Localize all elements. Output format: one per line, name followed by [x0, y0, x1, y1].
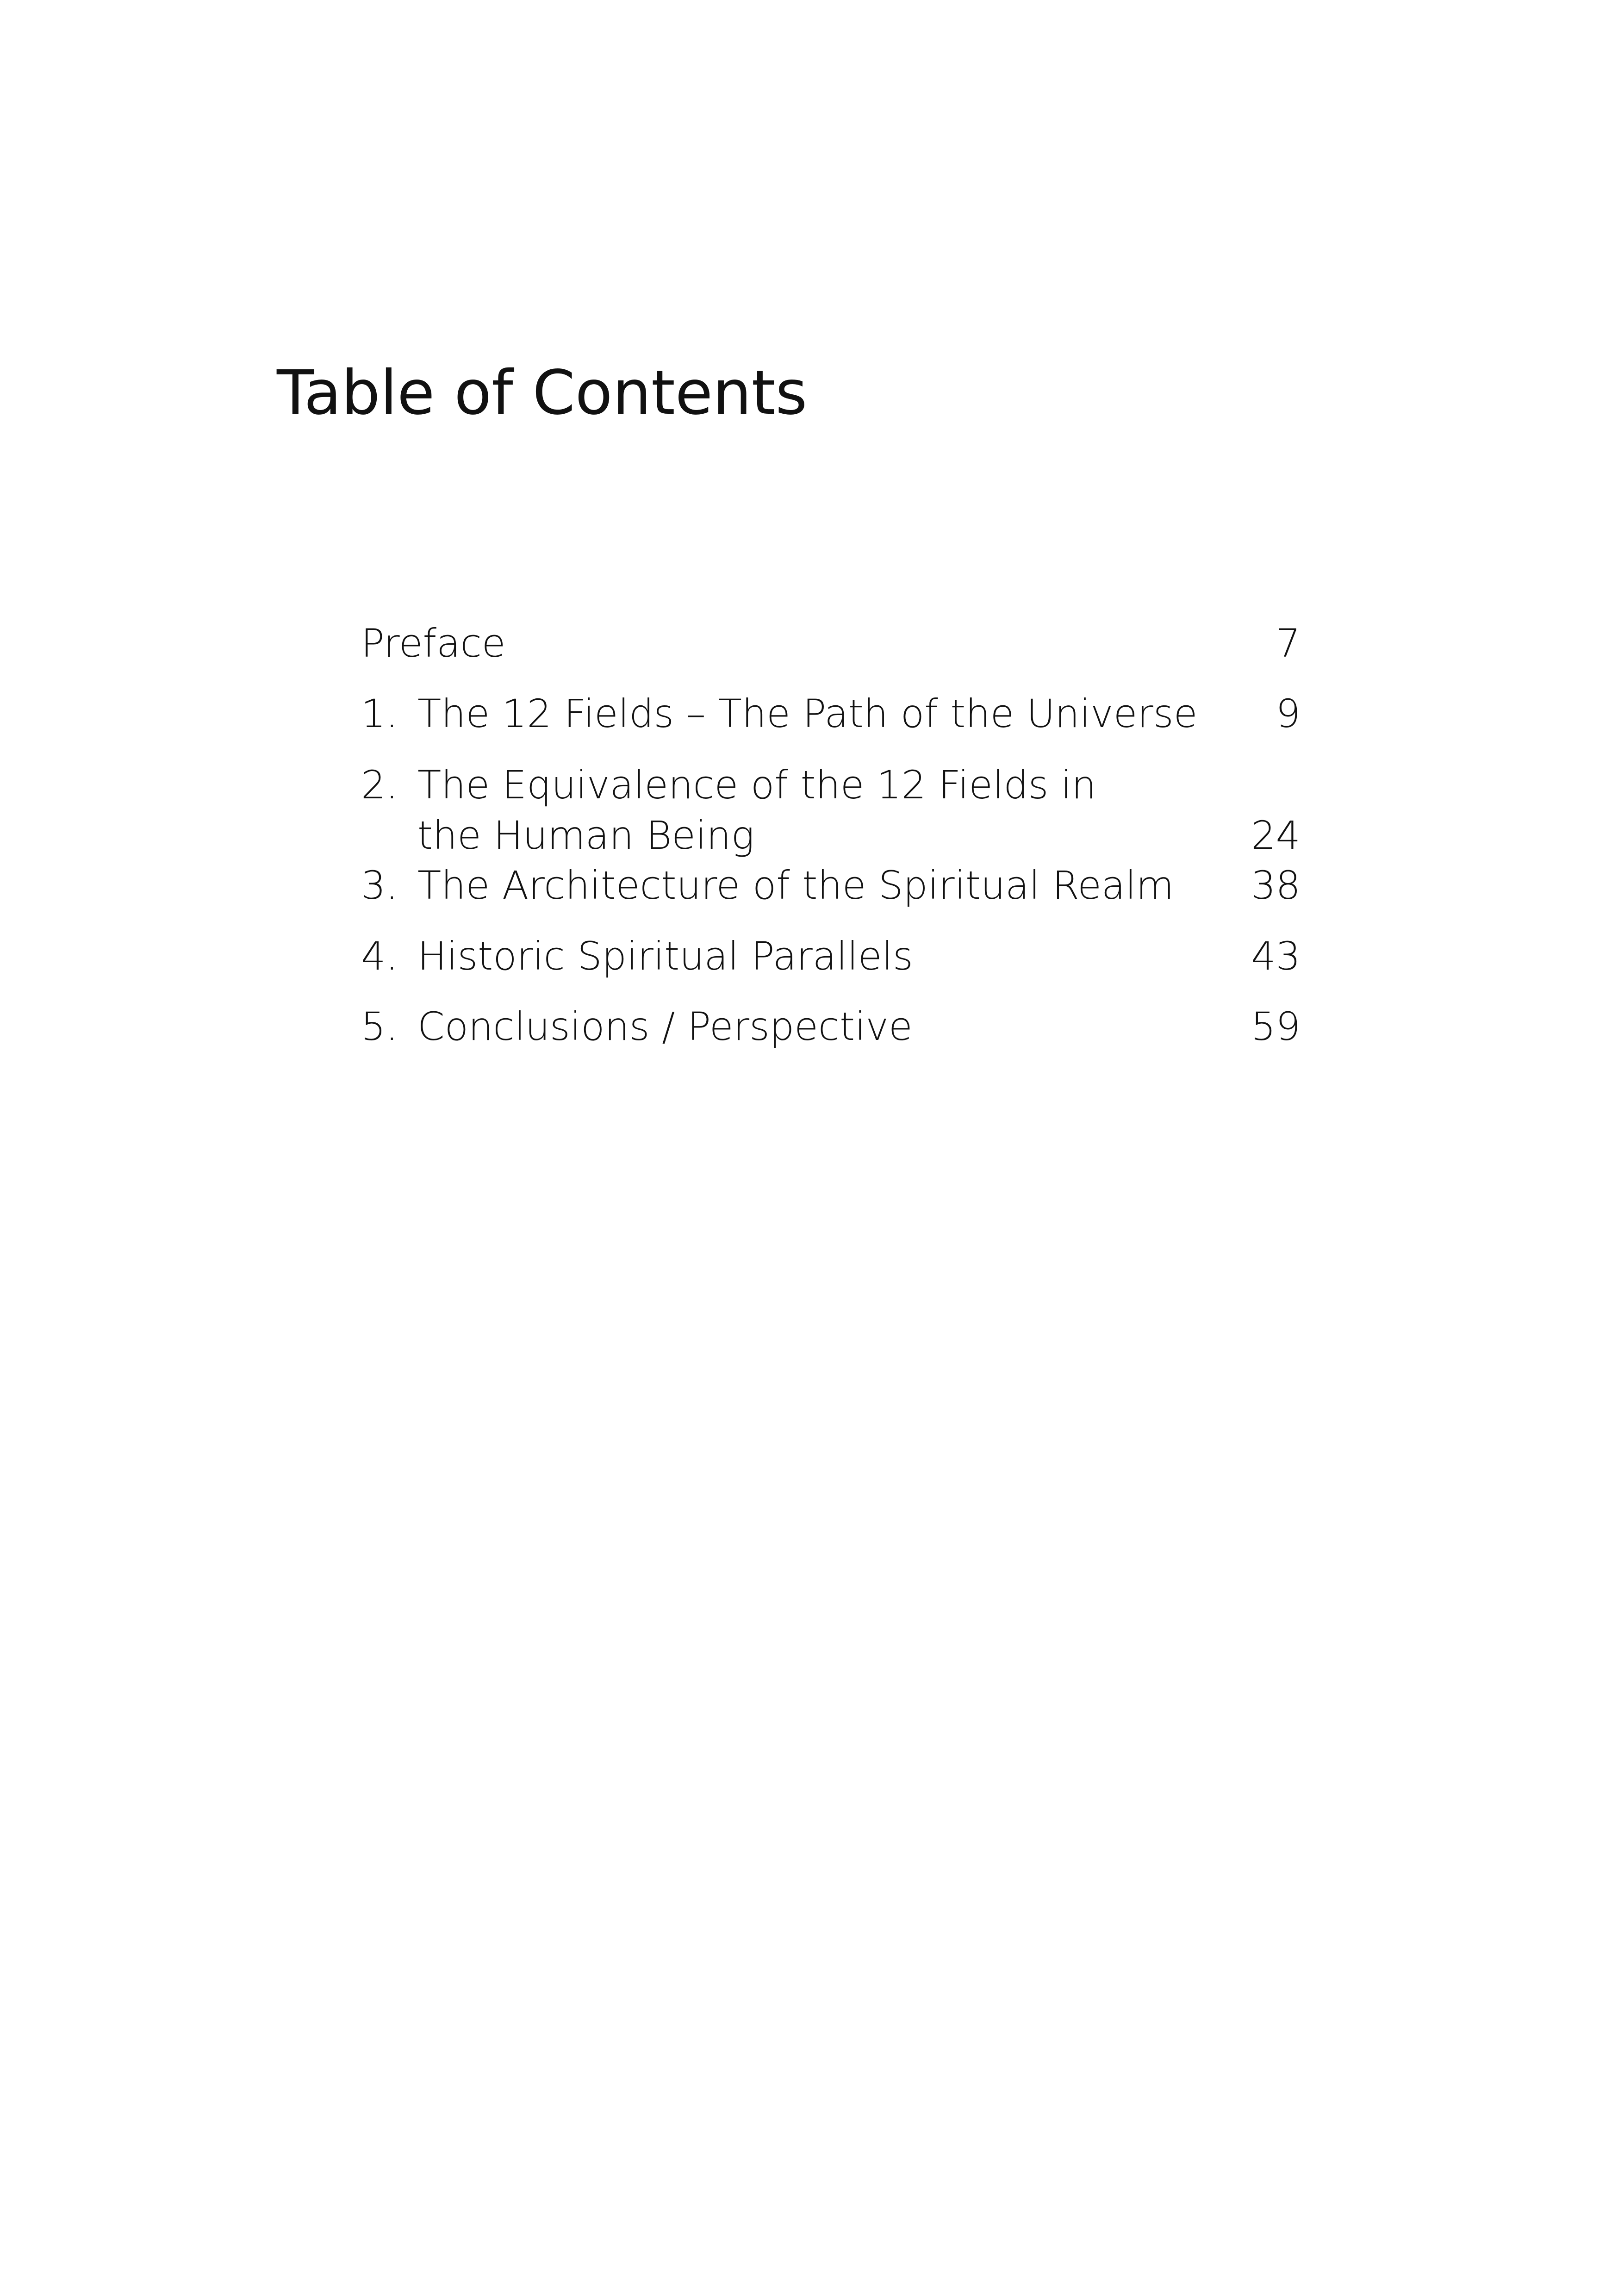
toc-entry-number: 4. — [361, 933, 398, 979]
toc-entry-page: 43 — [1251, 933, 1301, 979]
toc-entry-title: The 12 Fields – The Path of the Universe — [417, 691, 1198, 736]
toc-entry-chapter-1[interactable] — [361, 688, 1301, 739]
toc-entry-page: 59 — [1251, 1004, 1301, 1049]
toc-entry-chapter-4[interactable] — [361, 931, 1301, 982]
toc-entry-number: 2. — [361, 762, 398, 808]
toc-entry-page: 24 — [1251, 813, 1301, 858]
toc-entry-title: Conclusions / Perspective — [417, 1004, 913, 1049]
toc-entry-chapter-5[interactable] — [361, 1001, 1301, 1052]
toc-entry-preface[interactable] — [361, 618, 1301, 669]
toc-entry-page: 7 — [1276, 621, 1301, 666]
page-title: Table of Contents — [277, 357, 808, 429]
toc-entry-number: 1. — [361, 691, 398, 736]
toc-entry-title: The Equivalence of the 12 Fields in — [417, 762, 1096, 808]
toc-entry-title: Historic Spiritual Parallels — [417, 933, 913, 979]
toc-entry-number: 5. — [361, 1004, 398, 1049]
toc-entry-chapter-2-continued[interactable] — [361, 810, 1301, 861]
toc-entry-title-continued: the Human Being — [417, 813, 754, 858]
toc-entry-number: 3. — [361, 863, 398, 908]
toc-entry-title: The Architecture of the Spiritual Realm — [417, 863, 1174, 908]
toc-entry-chapter-2[interactable] — [361, 759, 1301, 810]
toc-entry-chapter-3[interactable] — [361, 860, 1301, 911]
toc-entry-page: 38 — [1251, 863, 1301, 908]
toc-entry-title: Preface — [361, 621, 506, 666]
toc-entry-page: 9 — [1276, 691, 1301, 736]
